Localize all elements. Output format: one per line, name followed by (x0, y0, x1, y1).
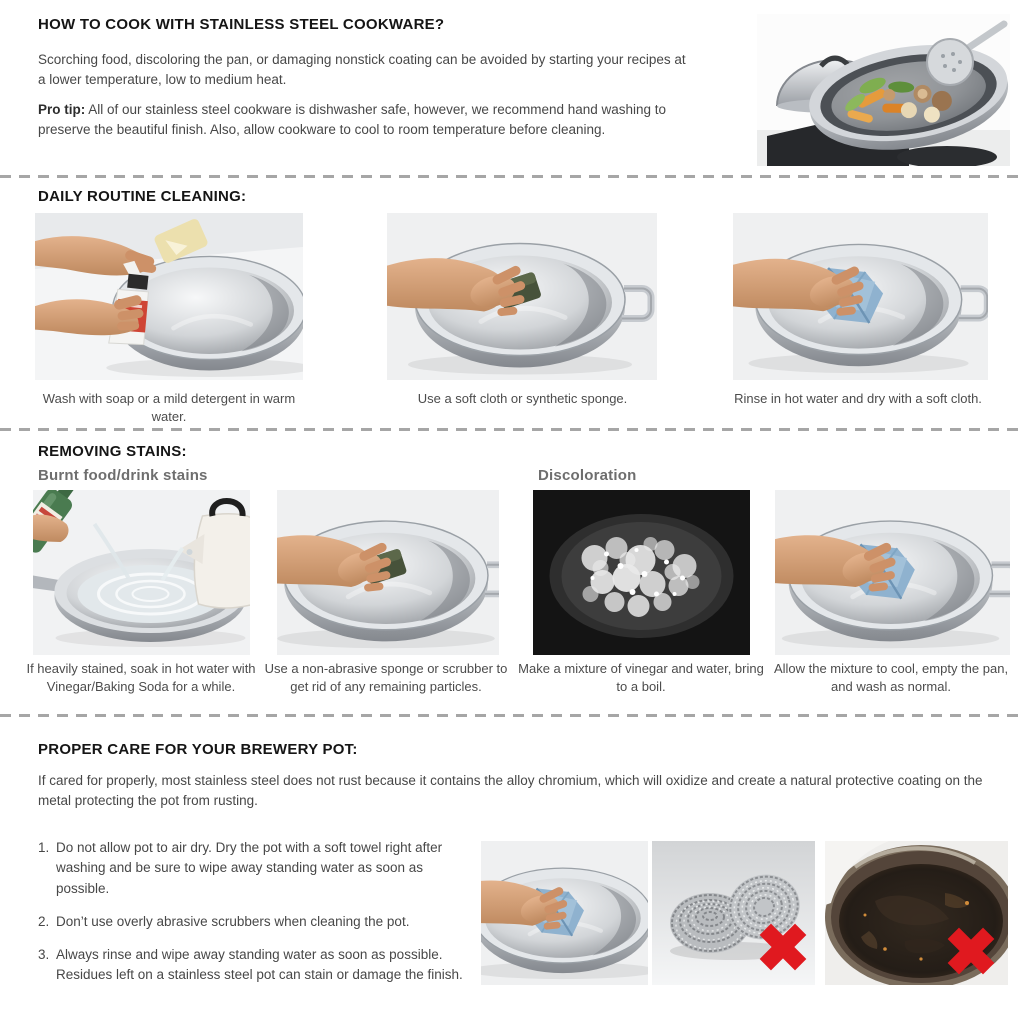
spray-detergent-into-pot-photo (35, 213, 303, 380)
scrub-pan-with-sponge-photo (277, 490, 499, 655)
intro-paragraph: Scorching food, discoloring the pan, or damaging nonstick coating can be avoided by starting your recipes at a lower temperature, low to medium heat. (38, 52, 686, 88)
step-caption: Use a soft cloth or synthetic sponge. (417, 391, 628, 406)
intro-protip-paragraph (38, 100, 668, 141)
list-number: 3. (38, 947, 50, 962)
list-number: 1. (38, 840, 50, 855)
proper-care-heading: PROPER CARE FOR YOUR BREWERY POT: (38, 741, 358, 758)
care-list-item (38, 945, 472, 986)
boiling-vinegar-water-photo (533, 490, 750, 655)
list-number: 2. (38, 913, 50, 929)
wipe-pan-with-cloth-photo (775, 490, 1010, 655)
list-text: Do not allow pot to air dry. Dry the pot with a soft towel right after washing and be sure to wipe away standing water as soon as possible. (56, 840, 443, 896)
burnt-stains-label: Burnt food/drink stains (38, 467, 208, 484)
step-caption: If heavily stained, soak in hot water with Vinegar/Baking Soda for a while. (26, 661, 256, 694)
steel-wool-scrubbers-photo (652, 841, 815, 985)
step-caption: Allow the mixture to cool, empty the pan, and wash as normal. (773, 661, 1009, 694)
care-list (38, 838, 472, 999)
proper-care-paragraph: If cared for properly, most stainless steel does not rust because it contains the alloy chromium, which will oxidize and create a natural protective coating on the metal protecting the pot from rusting. (38, 773, 983, 809)
intro-heading: HOW TO COOK WITH STAINLESS STEEL COOKWARE? (38, 16, 445, 33)
step-caption: Use a non-abrasive sponge or scrubber to get rid of any remaining particles. (264, 661, 508, 694)
section-divider (0, 175, 1024, 178)
wok-stir-fry-photo (757, 14, 1010, 166)
step-caption: Wash with soap or a mild detergent in warm water. (42, 391, 296, 424)
protip-label: Pro tip: (38, 102, 86, 117)
daily-cleaning-heading: DAILY ROUTINE CLEANING: (38, 188, 247, 205)
discoloration-label: Discoloration (538, 467, 637, 484)
dry-pot-with-cloth-photo (733, 213, 988, 380)
step-caption: Rinse in hot water and dry with a soft cloth. (734, 391, 982, 406)
care-list-item (38, 912, 472, 932)
pour-vinegar-and-hot-water-photo (33, 490, 250, 655)
list-text: Don’t use overly abrasive scrubbers when cleaning the pot. (56, 913, 410, 929)
section-divider (0, 714, 1024, 717)
section-divider (0, 428, 1024, 431)
list-text: Always rinse and wipe away standing water as soon as possible. Residues left on a stainless steel pot can stain or damage the finish. (56, 947, 463, 983)
care-list-item (38, 838, 472, 899)
wipe-pot-with-sponge-photo (387, 213, 657, 380)
removing-stains-heading: REMOVING STAINS: (38, 443, 187, 460)
step-caption: Make a mixture of vinegar and water, bring to a boil. (518, 661, 764, 694)
protip-text: All of our stainless steel cookware is dishwasher safe, however, we recommend hand washing to preserve the beautiful finish. Also, allow cookware to cool to room temperature before cleaning. (38, 102, 667, 138)
burnt-rusted-pan-photo (825, 841, 1008, 985)
dry-pot-with-towel-photo (481, 841, 648, 985)
